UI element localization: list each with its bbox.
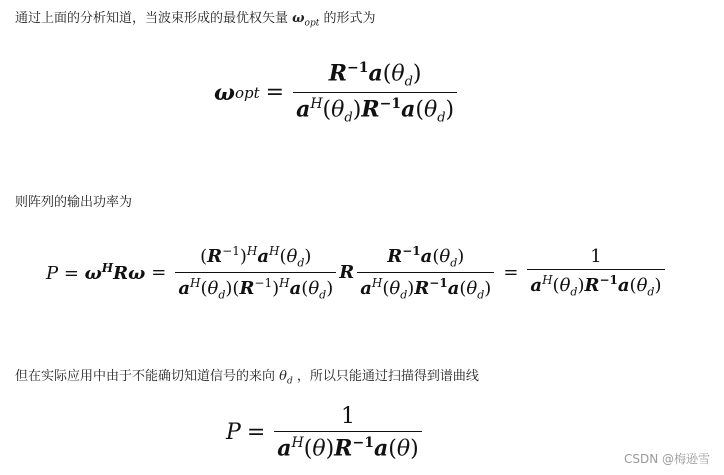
omega-subscript: opt bbox=[304, 18, 320, 29]
eq2-frac3-numerator: 1 bbox=[590, 246, 602, 268]
eq3-equals: = bbox=[246, 420, 266, 446]
eq3-lhs: P bbox=[226, 420, 241, 446]
paragraph-scan-spectrum bbox=[15, 368, 479, 391]
eq3-denominator: $a^H(\theta)R^{-1}a(\theta)$ bbox=[274, 431, 421, 461]
eq2-frac1-denominator: $a^H(\theta_d)(R^{-1})^Ha(\theta_d)$ bbox=[175, 272, 336, 302]
eq2-middle: R bbox=[339, 262, 355, 284]
eq2-fraction-3 bbox=[527, 246, 664, 299]
eq1-denominator: $a^H(\theta_d)R^{-1}a(\theta_d)$ bbox=[293, 92, 457, 126]
eq1-lhs-subscript: opt bbox=[234, 83, 260, 102]
eq2-frac2-denominator: $a^H(\theta_d)R^{-1}a(\theta_d)$ bbox=[357, 272, 494, 302]
paragraph-tail: 的形式为 bbox=[323, 11, 376, 26]
eq2-fraction-2 bbox=[357, 244, 494, 301]
csdn-watermark: CSDN @梅逊雪 bbox=[623, 452, 710, 466]
eq2-lhs: $P = \omega^HR\omega$ bbox=[46, 261, 146, 285]
equation-optimal-weight bbox=[214, 60, 460, 125]
eq3-fraction bbox=[274, 404, 421, 461]
equation-spatial-spectrum bbox=[226, 404, 425, 461]
theta-subscript: d bbox=[286, 376, 293, 387]
paragraph-output-power bbox=[15, 194, 132, 212]
eq1-equals: = bbox=[265, 80, 285, 106]
eq2-fraction-1 bbox=[175, 244, 336, 301]
paragraph-text: 则阵列的输出功率为 bbox=[15, 195, 133, 210]
omega-symbol: ω bbox=[292, 11, 305, 26]
paragraph-text: 但在实际应用中由于不能确切知道信号的来向 bbox=[15, 369, 276, 384]
eq1-numerator: $R^{-1}a(\theta_d)$ bbox=[328, 60, 422, 90]
equation-output-power bbox=[46, 244, 668, 301]
eq3-numerator: 1 bbox=[340, 404, 355, 429]
eq1-lhs: ω bbox=[214, 79, 235, 106]
eq2-equals-2: = bbox=[503, 262, 519, 284]
eq2-frac3-denominator: $a^H(\theta_d)R^{-1}a(\theta_d)$ bbox=[527, 269, 664, 299]
eq2-frac2-numerator: $R^{-1}a(\theta_d)$ bbox=[387, 244, 465, 270]
eq2-frac1-numerator: $(R^{-1})^Ha^H(\theta_d)$ bbox=[200, 244, 312, 270]
paragraph-optimal-weight bbox=[15, 10, 376, 33]
eq2-equals: = bbox=[151, 262, 167, 284]
paragraph-tail: ，所以只能通过扫描得到谱曲线 bbox=[296, 369, 479, 384]
paragraph-text: 通过上面的分析知道，当波束形成的最优权矢量 bbox=[15, 11, 289, 26]
eq1-fraction bbox=[293, 60, 457, 125]
theta-symbol: θ bbox=[279, 369, 287, 384]
